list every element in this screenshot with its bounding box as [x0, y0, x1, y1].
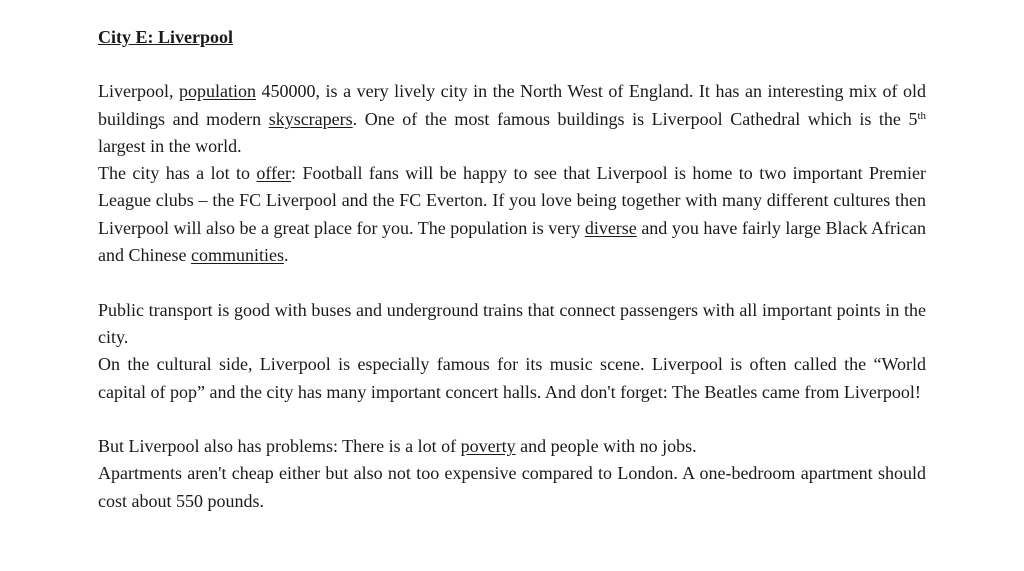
text-run: . One of the most famous buildings is Liverpool Cathedral which is the 5 — [352, 108, 918, 129]
paragraph-problems — [98, 433, 926, 460]
vocab-word-communities: communities — [190, 245, 284, 266]
text-run: : Football fans will be happy to see that Liverpool is home to two important Premier League clubs – the FC Liverpool and the FC Everton. If you love being together with many different cultures then Liverpool will also be a great place for you. The population is very — [98, 163, 926, 238]
text-run: 450000, is a very lively city in the North West of England. It has an interesting mix of old buildings and modern — [98, 81, 927, 129]
paragraph-culture: On the cultural side, Liverpool is especially famous for its music scene. Liverpool is often called the “World capital of pop” and the city has many important concert halls. And don't forget: The Beatles came from Liverpool! — [98, 354, 926, 402]
paragraph-gap — [98, 406, 926, 433]
text-run: and you have fairly large Black African and Chinese — [98, 217, 926, 266]
vocab-word-skyscrapers: skyscrapers — [268, 108, 353, 129]
vocab-word-poverty: poverty — [460, 436, 516, 457]
paragraph-housing: Apartments aren't cheap either but also not too expensive compared to London. A one-bedroom apartment should cost about 550 pounds. — [98, 463, 926, 511]
document-body — [98, 24, 926, 515]
text-run: and people with no jobs. — [515, 436, 697, 457]
text-run: Liverpool, — [98, 81, 180, 102]
vocab-word-population: population — [179, 81, 257, 102]
paragraph-offer — [98, 160, 926, 269]
paragraph-transport: Public transport is good with buses and underground trains that connect passengers with all important points in the city. — [98, 299, 926, 347]
paragraph-gap — [98, 269, 926, 296]
vocab-word-offer: offer — [256, 163, 292, 184]
text-run: The city has a lot to — [98, 163, 257, 184]
text-run: . — [283, 245, 289, 266]
ordinal-suffix: th — [917, 109, 927, 122]
document-title: City E: Liverpool — [98, 27, 233, 47]
text-run: largest in the world. — [98, 135, 242, 156]
vocab-word-diverse: diverse — [584, 217, 637, 238]
paragraph-introduction — [98, 78, 926, 160]
text-run: But Liverpool also has problems: There is a lot of — [98, 436, 461, 457]
